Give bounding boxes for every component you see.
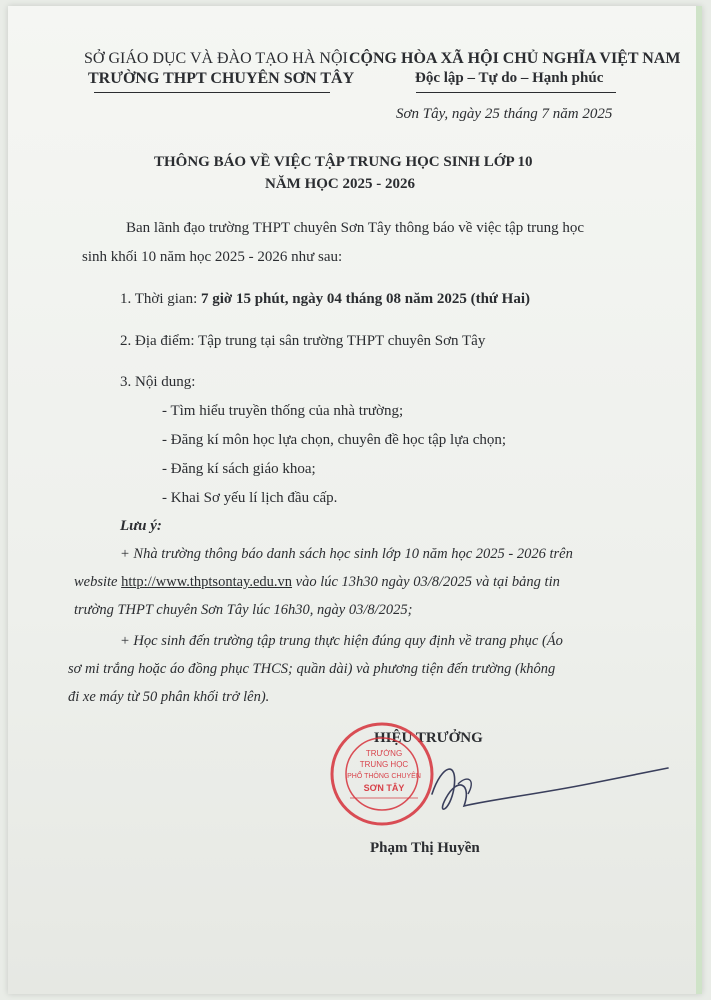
intro-line-1: Ban lãnh đạo trường THPT chuyên Sơn Tây thông báo về việc tập trung học (126, 220, 585, 236)
header-motto: Độc lập – Tự do – Hạnh phúc (415, 70, 604, 86)
item-content-label: 3. Nội dung: (120, 374, 196, 390)
signer-name: Phạm Thị Huyền (370, 840, 480, 856)
intro-line-2: sinh khối 10 năm học 2025 - 2026 như sau: (82, 249, 343, 265)
item-place: 2. Địa điểm: Tập trung tại sân trường THPT chuyên Sơn Tây (120, 333, 486, 349)
page-edge (696, 6, 702, 994)
signature-icon (428, 754, 678, 834)
website-link[interactable]: http://www.thptsontay.edu.vn (121, 574, 293, 590)
note-p2-line-1: + Học sinh đến trường tập trung thực hiện đúng quy định về trang phục (Áo (120, 633, 563, 649)
item-time (120, 291, 530, 308)
header-school-rule (94, 92, 330, 93)
date-line: Sơn Tây, ngày 25 tháng 7 năm 2025 (396, 106, 613, 122)
stamp-text-line-3: PHỔ THÔNG CHUYÊN (347, 773, 421, 780)
header-motto-rule (416, 92, 616, 93)
note-p1-line-1: + Nhà trường thông báo danh sách học sinh lớp 10 năm học 2025 - 2026 trên (120, 546, 573, 562)
note-label: Lưu ý: (120, 518, 162, 534)
content-list-item: - Đăng kí môn học lựa chọn, chuyên đề học tập lựa chọn; (162, 432, 507, 448)
stamp-text-line-4: SƠN TÂY (363, 783, 405, 793)
content-list-item: - Khai Sơ yếu lí lịch đầu cấp. (162, 490, 338, 506)
note-p2-line-3: đi xe máy từ 50 phân khối trở lên). (68, 689, 270, 705)
header-school: TRƯỜNG THPT CHUYÊN SƠN TÂY (88, 70, 355, 87)
title-line-2: NĂM HỌC 2025 - 2026 (265, 176, 415, 192)
school-stamp (326, 718, 438, 830)
note-p2-line-2: sơ mi trắng hoặc áo đồng phục THCS; quần dài) và phương tiện đến trường (không (68, 661, 556, 677)
stamp-icon (326, 718, 438, 830)
title-line-1: THÔNG BÁO VỀ VIỆC TẬP TRUNG HỌC SINH LỚP 10 (154, 154, 533, 170)
header-nation: CỘNG HÒA XÃ HỘI CHỦ NGHĨA VIỆT NAM (349, 50, 681, 67)
note-p1-line-2-rest: vào lúc 13h30 ngày 03/8/2025 và tại bảng tin (292, 574, 560, 590)
header-ministry: SỞ GIÁO DỤC VÀ ĐÀO TẠO HÀ NỘI (84, 50, 348, 67)
item-time-label: 1. Thời gian: (120, 291, 201, 307)
signature-scribble (428, 754, 678, 834)
item-time-value: 7 giờ 15 phút, ngày 04 tháng 08 năm 2025 (thứ Hai) (200, 291, 531, 307)
content-list-item: - Tìm hiểu truyền thống của nhà trường; (162, 403, 404, 419)
note-website-label: website (74, 574, 122, 590)
signature-role: HIỆU TRƯỞNG (374, 730, 483, 746)
stamp-text-line-2: TRUNG HỌC (359, 760, 409, 769)
note-p1-line-2 (74, 574, 560, 591)
content-list-item: - Đăng kí sách giáo khoa; (162, 461, 316, 477)
note-p1-line-3: trường THPT chuyên Sơn Tây lúc 16h30, ngày 03/8/2025; (74, 602, 413, 618)
stamp-text-line-1: TRƯỜNG (365, 749, 403, 758)
document-page (8, 6, 702, 994)
